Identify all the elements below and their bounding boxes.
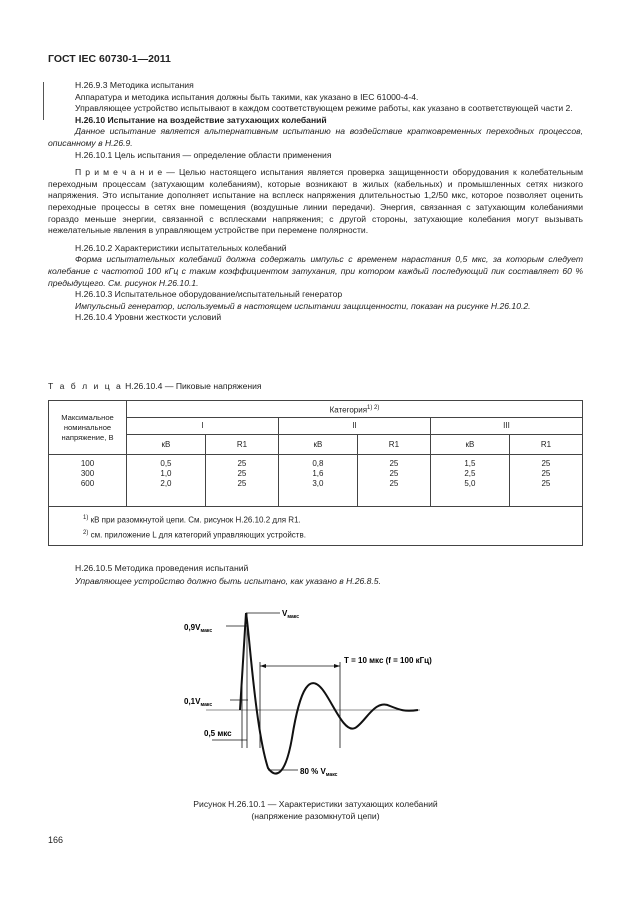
table-cell: 0,8 1,6 3,0 bbox=[278, 455, 357, 507]
table-cell: 25 25 25 bbox=[509, 455, 582, 507]
t05-label: 0,5 мкс bbox=[204, 729, 232, 738]
paragraph: Управляющее устройство должно быть испытано, как указано в Н.26.8.5. bbox=[75, 576, 381, 586]
figure-caption bbox=[48, 798, 583, 822]
category-i: I bbox=[127, 418, 279, 435]
clause-heading: Н.26.10.3 Испытательное оборудование/испытательный генератор bbox=[75, 289, 343, 300]
category-header-sup: 1) 2) bbox=[367, 404, 380, 411]
clause-heading: Н.26.10 Испытание на воздействие затухающих колебаний bbox=[75, 114, 327, 125]
period-arrowhead-left bbox=[260, 664, 266, 668]
sub-header: R1 bbox=[205, 435, 278, 455]
note-text: — Целью настоящего испытания является проверка защищенности оборудования к колебательным переходным процессам (затухающим колебаниям), которые возникают в жилых (кабельных) и промышленных сетях низкого напряжения. Это испытание дополняет испытание на всплеск напряжения длительностью 1,2/50 мкс, которое позволяет оценить переходные процессы в сетях вне помещения (воздушные линии передачи). Энергия, связанная с затухающим колебаниями гораздо меньше энергии, связанной с всплесками напряжения; с другой стороны, затухающие колебания могут вызывать нежелательные явления в управляющем устройстве при перемене полярности. bbox=[48, 167, 583, 236]
sub-header: кВ bbox=[278, 435, 357, 455]
figure-caption-line-2: (напряжение разомкнутой цепи) bbox=[251, 811, 380, 821]
table-cell: 1,5 2,5 5,0 bbox=[430, 455, 509, 507]
v09-label: $0,9V_{макс}$ bbox=[184, 623, 213, 634]
table-caption-text: Н.26.10.4 — Пиковые напряжения bbox=[122, 381, 262, 391]
document-body bbox=[48, 80, 583, 324]
category-iii: III bbox=[430, 418, 582, 435]
footnote-1-mark: 1) bbox=[83, 515, 89, 521]
page-number: 166 bbox=[48, 835, 64, 845]
damped-oscillation-figure bbox=[150, 598, 450, 788]
peak-voltage-table bbox=[48, 400, 583, 507]
table-caption-label: Т а б л и ц а bbox=[48, 381, 123, 391]
table-footnotes bbox=[48, 506, 583, 546]
table-cell: 25 25 25 bbox=[205, 455, 278, 507]
note bbox=[48, 167, 583, 237]
table-cell: 0,5 1,0 2,0 bbox=[127, 455, 206, 507]
clause-heading: Н.26.10.5 Методика проведения испытаний bbox=[75, 563, 249, 573]
footnote-1-text: кВ при разомкнутой цепи. См. рисунок Н.26.10.2 для R1. bbox=[88, 515, 301, 525]
voltage-column-header: Максимальное номинальное напряжение, В bbox=[49, 401, 127, 455]
footnote-2-text: см. приложение L для категорий управляющих устройств. bbox=[88, 530, 306, 540]
category-header-label: Категория bbox=[329, 405, 368, 415]
category-ii: II bbox=[278, 418, 430, 435]
paragraph: Импульсный генератор, используемый в настоящем испытании защищенности, показан на рисунке Н.26.10.2. bbox=[75, 300, 531, 311]
paragraph: Аппаратура и методика испытания должны быть такими, как указано в IEC 61000-4-4. bbox=[75, 91, 419, 102]
clause-heading: Н.26.10.2 Характеристики испытательных колебаний bbox=[75, 242, 287, 253]
sub-header: R1 bbox=[509, 435, 582, 455]
table-caption bbox=[48, 381, 262, 393]
footnote-2-mark: 2) bbox=[83, 529, 89, 536]
category-header bbox=[127, 401, 583, 418]
v80-label: 80 % $V_{макс}$ bbox=[300, 767, 338, 778]
clause-heading: Н.26.10.4 Уровни жесткости условий bbox=[75, 312, 222, 323]
paragraph: Форма испытательных колебаний должна содержать импульс с временем нарастания 0,5 мкс, за которым следует колебание с частотой 100 кГц с таким коэффициентом затухания, при котором каждый последующий пик составляет 60 % предыдущего. См. рисунок Н.26.10.1. bbox=[48, 254, 583, 288]
period-label: T = 10 мкс (f = 100 кГц) bbox=[344, 656, 432, 665]
clause-heading: Н.26.10.1 Цель испытания — определение области применения bbox=[75, 149, 332, 160]
sub-header: кВ bbox=[430, 435, 509, 455]
sub-header: R1 bbox=[357, 435, 430, 455]
vmax-label: $V_{макс}$ bbox=[282, 609, 299, 620]
footnote-1 bbox=[83, 512, 582, 527]
clause-heading: Н.26.9.3 Методика испытания bbox=[75, 80, 194, 90]
footnote-2 bbox=[83, 527, 582, 542]
paragraph: Управляющее устройство испытывают в каждом соответствующем режиме работы, как указано в соответствующей части 2. bbox=[75, 103, 573, 114]
waveform-curve bbox=[240, 613, 418, 774]
paragraph: Данное испытание является альтернативным испытанию на воздействие кратковременных переходных процессов, описанному в Н.26.9. bbox=[48, 126, 583, 148]
sub-header: кВ bbox=[127, 435, 206, 455]
voltage-values: 100 300 600 bbox=[49, 455, 127, 507]
table-cell: 25 25 25 bbox=[357, 455, 430, 507]
v01-label: $0,1V_{макс}$ bbox=[184, 697, 213, 708]
period-arrowhead-right bbox=[334, 664, 340, 668]
note-label: П р и м е ч а н и е bbox=[75, 167, 163, 178]
revision-bar bbox=[43, 82, 44, 120]
figure-caption-line-1: Рисунок Н.26.10.1 — Характеристики затухающих колебаний bbox=[193, 799, 438, 809]
document-header: ГОСТ IEC 60730-1—2011 bbox=[48, 53, 171, 65]
